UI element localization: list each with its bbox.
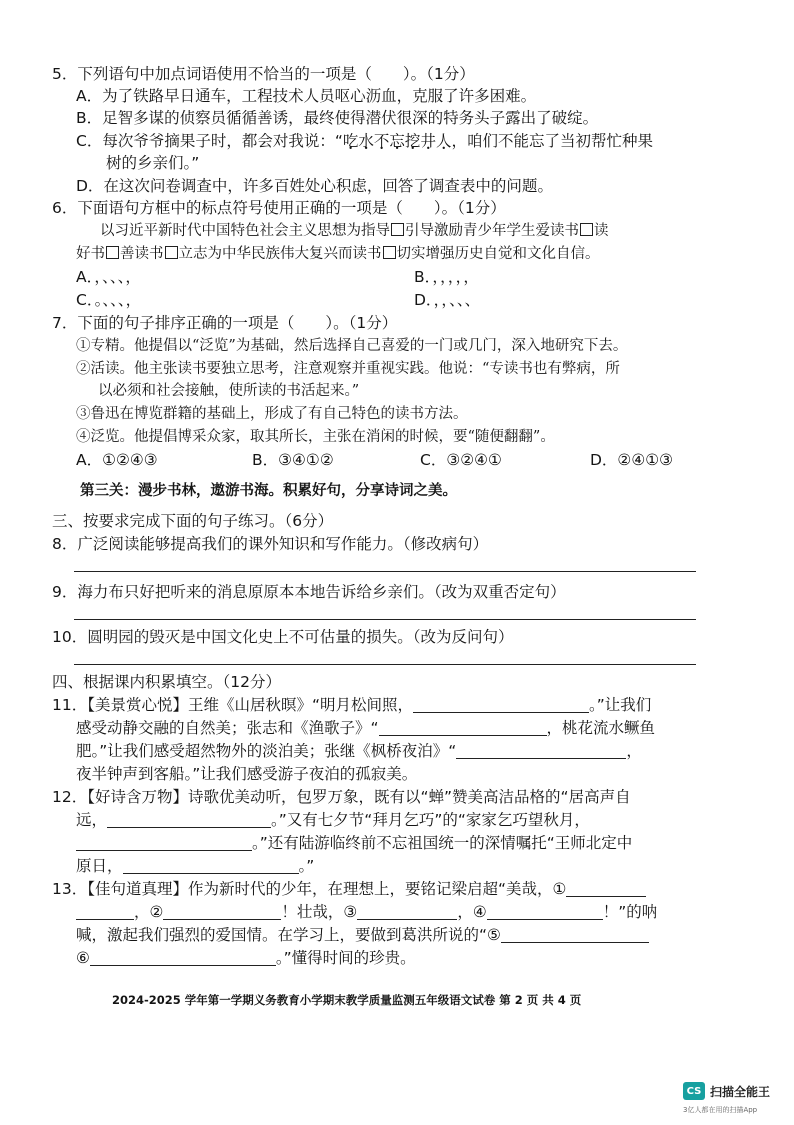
emphasis-dot-char: 水 (358, 132, 374, 150)
q6-seg6: 立志为中华民族伟大复兴而读书 (178, 246, 382, 262)
level3-heading: 第三关：漫步书林，遨游书海。积累好句，分享诗词之美。 (80, 482, 457, 499)
q13-blank-4[interactable] (487, 903, 603, 920)
q11-l3b: ， (626, 742, 642, 760)
q7-sentence-2-cont: 以必须和社会接触，使所读的书活起来。” (98, 383, 360, 399)
q5-option-d: D．在这次问卷调查中，许多百姓处心积虑，回答了调查表中的问题。 (76, 177, 553, 195)
q11-line4: 夜半钟声到客船。”让我们感受游子夜泊的孤寂美。 (76, 765, 418, 783)
q6-sentence-line2 (76, 244, 600, 264)
q6-stem: 6．下面语句方框中的标点符号使用正确的一项是（ ）。（1分） (52, 199, 506, 217)
emphasis-dot-char: 挖 (404, 132, 421, 150)
q7-option-c: C．③②④① (420, 451, 502, 469)
scanner-watermark (683, 1082, 770, 1100)
q13-l2a: ，② (134, 903, 164, 921)
q5-option-c-post: ，咱们不能忘了当初帮忙种果 (451, 132, 653, 150)
q6-seg5: 善读书 (120, 246, 164, 262)
section4-title: 四、根据课内积累填空。（12分） (52, 673, 281, 691)
q13-blank-6[interactable] (90, 949, 276, 966)
q8-answer-line[interactable] (74, 571, 696, 572)
q11-line2 (76, 718, 655, 738)
q11-l2a: 感受动静交融的自然美；张志和《渔歌子》“ (76, 719, 379, 737)
q10-text: 10．圆明园的毁灭是中国文化史上不可估量的损失。（改为反问句） (52, 628, 514, 646)
blank-box (383, 246, 396, 259)
q12-line1: 12．【好诗含万物】诗歌优美动听，包罗万象，既有以“蝉”赞美高洁品格的“居高声自 (52, 788, 631, 806)
q13-l4b: 。”懂得时间的珍贵。 (275, 949, 416, 967)
q6-option-b: B．，，，，， (414, 268, 479, 286)
q6-option-d: D．，，、、、 (414, 291, 481, 309)
q7-sentence-3: ③鲁迅在博览群籍的基础上，形成了有自己特色的读书方法。 (76, 406, 468, 422)
q5-option-c-pre: C．每次爷爷摘果子时，都会对我说：“ (76, 132, 343, 150)
page-footer: 2024-2025 学年第一学期义务教育小学期末教学质量监测五年级语文试卷 第 2 页 共 4 页 (112, 993, 582, 1007)
q5-option-c (76, 131, 653, 151)
q11-line1 (52, 695, 651, 715)
q13-blank-1[interactable] (566, 880, 646, 897)
blank-box (391, 223, 404, 236)
q7-sentence-4: ④泛览。他提倡博采众家，取其所长，主张在消闲的时候，要“随便翻翻”。 (76, 429, 555, 445)
q9-answer-line[interactable] (74, 619, 696, 620)
camscanner-logo-icon: CS (683, 1082, 705, 1100)
q11-l2b: ，桃花流水鳜鱼 (546, 719, 656, 737)
q12-blank-1[interactable] (107, 811, 271, 828)
q6-seg4: 好书 (76, 246, 105, 262)
q5-option-a: A．为了铁路早日通车，工程技术人员呕心沥血，克服了许多困难。 (76, 87, 537, 105)
q13-l2b: ！壮哉，③ (281, 903, 358, 921)
q11-blank-2[interactable] (379, 719, 547, 736)
q7-option-a: A．①②④③ (76, 451, 158, 469)
q12-blank-3[interactable] (123, 857, 299, 874)
q12-l2a: 远， (76, 811, 108, 829)
q5-option-c-cont: 树的乡亲们。” (106, 154, 200, 172)
q11-line3 (76, 741, 642, 761)
q6-option-c: C．。、、、， (76, 291, 142, 309)
q12-l2b: 。”又有七夕节“拜月乞巧”的“家家乞巧望秋月， (271, 811, 590, 829)
q11-l1a: 11．【美景赏心悦】王维《山居秋暝》“明月松间照， (52, 696, 414, 714)
q13-l2d: ！”的呐 (602, 903, 658, 921)
q6-seg2: 引导激励青少年学生爱读书 (405, 223, 579, 239)
q13-line4 (76, 948, 416, 968)
q6-seg7: 切实增强历史自觉和文化自信。 (396, 246, 600, 262)
q7-sentence-2: ②活读。他主张读书要独立思考，注意观察并重视实践。他说：“专读书也有弊病，所 (76, 361, 620, 377)
q11-l1b: 。”让我们 (589, 696, 652, 714)
emphasis-dot-char: 不 (373, 132, 390, 150)
blank-box (165, 246, 178, 259)
q13-blank-1-cont[interactable] (76, 903, 134, 920)
q13-line2 (76, 902, 657, 922)
q6-sentence-line1 (100, 221, 609, 241)
section3-title: 三、按要求完成下面的句子练习。（6分） (52, 512, 334, 530)
q12-l3a: 。”还有陆游临终前不忘祖国统一的深情嘱托“王师北定中 (252, 834, 633, 852)
q13-l1a: 13．【佳句道真理】作为新时代的少年，在理想上，要铭记梁启超“美哉，① (52, 880, 567, 898)
q6-seg3: 读 (594, 223, 609, 239)
q7-option-d: D．②④①③ (590, 451, 674, 469)
emphasis-dot-char: 人 (435, 132, 452, 150)
q12-blank-2[interactable] (76, 834, 252, 851)
q12-l4b: 。” (298, 857, 315, 875)
blank-box (580, 223, 593, 236)
q13-l3a: 喊，激起我们强烈的爱国情。在学习上，要做到葛洪所说的“⑤ (76, 926, 501, 944)
emphasis-dot-char: 忘 (389, 132, 405, 150)
q13-blank-3[interactable] (357, 903, 457, 920)
camscanner-name: 扫描全能王 (710, 1084, 771, 1099)
q7-sentence-1: ①专精。他提倡以“泛览”为基础，然后选择自己喜爱的一门或几门，深入地研究下去。 (76, 338, 628, 354)
q10-answer-line[interactable] (74, 664, 696, 665)
camscanner-tagline: 3亿人都在用的扫描App (683, 1106, 758, 1114)
q7-stem: 7．下面的句子排序正确的一项是（ ）。（1分） (52, 314, 398, 332)
q11-blank-3[interactable] (456, 742, 626, 759)
q12-l4a: 原日， (76, 857, 123, 875)
q5-option-c-dotted-word (343, 132, 452, 150)
emphasis-dot-char: 井 (420, 132, 436, 150)
q13-blank-5[interactable] (501, 926, 649, 943)
q9-text: 9．海力布只好把听来的消息原原本本地告诉给乡亲们。（改为双重否定句） (52, 583, 566, 601)
q13-l2c: ，④ (457, 903, 487, 921)
emphasis-dot-char: 吃 (342, 132, 359, 150)
q8-text: 8．广泛阅读能够提高我们的课外知识和写作能力。（修改病句） (52, 535, 489, 553)
q12-line2 (76, 810, 590, 830)
q13-l4a: ⑥ (76, 949, 90, 967)
q13-blank-2[interactable] (163, 903, 281, 920)
q12-line3 (76, 833, 632, 853)
blank-box (106, 246, 119, 259)
q5-stem: 5．下列语句中加点词语使用不恰当的一项是（ ）。（1分） (52, 65, 475, 83)
q13-line1 (52, 879, 646, 899)
q11-blank-1[interactable] (413, 696, 589, 713)
q6-seg1: 以习近平新时代中国特色社会主义思想为指导 (100, 223, 390, 239)
q7-option-b: B．③④①② (252, 451, 334, 469)
q11-l3a: 肥。”让我们感受超然物外的淡泊美；张继《枫桥夜泊》“ (76, 742, 457, 760)
q13-line3 (76, 925, 649, 945)
q5-option-b: B．足智多谋的侦察员循循善诱，最终使得潜伏很深的特务头子露出了破绽。 (76, 109, 599, 127)
q6-option-a: A．，、、、， (76, 268, 141, 286)
q12-line4 (76, 856, 314, 876)
